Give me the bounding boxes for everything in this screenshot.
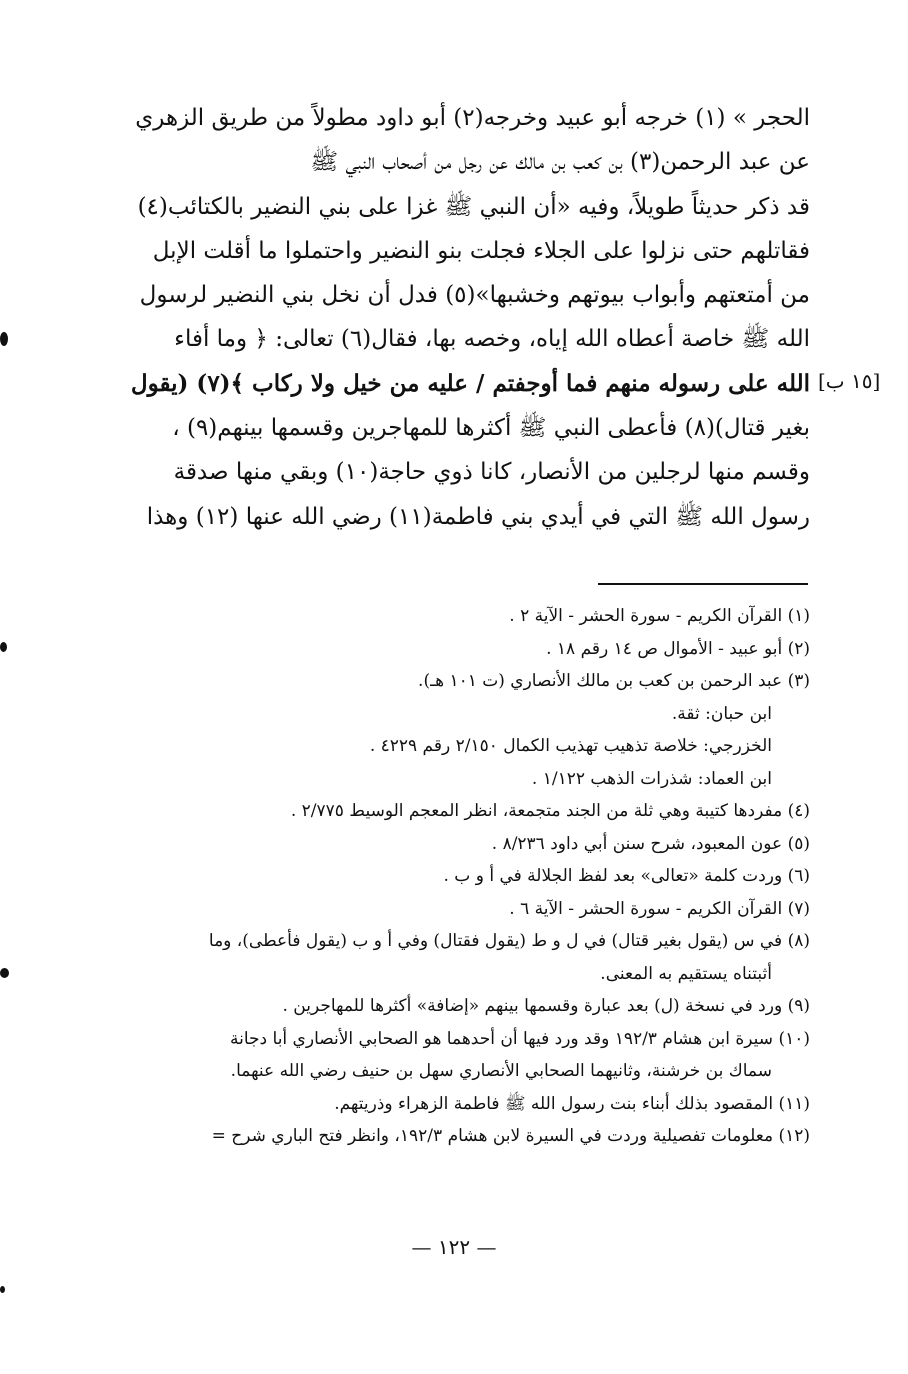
footnote-8-continued: أثبتناه يستقيم به المعنى.	[600, 963, 772, 984]
footnote-2: (٢) أبو عبيد - الأموال ص ١٤ رقم ١٨ .	[546, 638, 810, 659]
manuscript-folio-marker: [١٥ ب]	[818, 369, 881, 393]
footnote-11: (١١) المقصود بذلك أبناء بنت رسول الله ﷺ فاطمة الزهراء وذريتهم.	[334, 1093, 810, 1114]
footnote-3-line: ابن حبان: ثقة.	[671, 703, 772, 724]
main-text-line: من أمتعتهم وأبواب بيوتهم وخشبها»(٥) فدل أن نخل بني النضير لرسول	[139, 282, 810, 309]
footnote-10: (١٠) سيرة ابن هشام ١٩٢/٣ وقد ورد فيها أن أحدهما هو الصحابي الأنصاري أبا دجانة	[230, 1028, 810, 1049]
main-text-line: بغير قتال)(٨) فأعطى النبي ﷺ أكثرها للمهاجرين وقسمها بينهم(٩) ،	[172, 415, 810, 442]
footnote-3-line: الخزرجي: خلاصة تذهيب تهذيب الكمال ٢/١٥٠ رقم ٤٢٢٩ .	[369, 736, 772, 756]
footnote-6: (٦) وردت كلمة «تعالى» بعد لفظ الجلالة في أ و ب .	[443, 866, 810, 886]
footnote-1: (١) القرآن الكريم - سورة الحشر - الآية ٢ .	[509, 606, 810, 626]
scan-mark	[0, 332, 8, 346]
footnote-10-continued: سماك بن خرشنة، وثانيهما الصحابي الأنصاري سهل بن حنيف رضي الله عنهما.	[230, 1061, 772, 1081]
page-number: — ١٢٢ —	[411, 1235, 497, 1259]
footnote-12: (١٢) معلومات تفصيلية وردت في السيرة لابن هشام ١٩٢/٣، وانظر فتح الباري شرح =	[211, 1126, 810, 1146]
main-text-line: رسول الله ﷺ التي في أيدي بني فاطمة(١١) رضي الله عنها (١٢) وهذا	[146, 503, 810, 530]
main-text-body	[110, 96, 810, 539]
footnote-5: (٥) عون المعبود، شرح سنن أبي داود ٨/٢٣٦ .	[491, 833, 810, 854]
main-text-line: الحجر » (١) خرجه أبو عبيد وخرجه(٢) أبو داود مطولاً من طريق الزهري	[135, 105, 810, 131]
scan-mark	[0, 968, 9, 978]
scan-mark	[0, 1286, 5, 1293]
footnote-3: (٣) عبد الرحمن بن كعب بن مالك الأنصاري (ت ١٠١ هـ).	[418, 671, 810, 691]
footnote-7: (٧) القرآن الكريم - سورة الحشر - الآية ٦ .	[509, 898, 810, 919]
main-text-line: الله ﷺ خاصة أعطاه الله إياه، وخصه بها، فقال(٦) تعالى: ﴿ وما أفاء	[174, 326, 810, 353]
footnote-8: (٨) في س (يقول بغير قتال) في ل و ط (يقول فقتال) وفي أ و ب (يقول فأعطى)، وما	[208, 931, 810, 951]
footnote-3-line: ابن العماد: شذرات الذهب ١/١٢٢ .	[531, 768, 772, 789]
main-text-line: وقسم منها لرجلين من الأنصار، كانا ذوي حاجة(١٠) وبقي منها صدقة	[173, 459, 810, 486]
main-text-line: قد ذكر حديثاً طويلاً، وفيه «أن النبي ﷺ غزا على بني النضير بالكتائب(٤)	[137, 193, 810, 220]
footnote-4: (٤) مفردها كتيبة وهي ثلة من الجند متجمعة، انظر المعجم الوسيط ٢/٧٧٥ .	[290, 801, 810, 821]
footnote-9: (٩) ورد في نسخة (ل) بعد عبارة وقسمها بينهم «إضافة» أكثرها للمهاجرين .	[282, 996, 810, 1016]
main-text-line: فقاتلهم حتى نزلوا على الجلاء فجلت بنو النضير واحتملوا ما أقلت الإبل	[152, 237, 810, 264]
footnotes	[100, 600, 810, 1153]
scan-mark	[0, 642, 7, 652]
quran-verse-line: الله على رسوله منهم فما أوجفتم / عليه من خيل ولا ركاب ﴾(٧) (يقول	[130, 369, 810, 397]
footnote-separator	[598, 583, 808, 585]
main-text-line: عن عبد الرحمن(٣) بن كعب بن مالك عن رجل من أصحاب النبي ﷺ	[310, 149, 810, 176]
